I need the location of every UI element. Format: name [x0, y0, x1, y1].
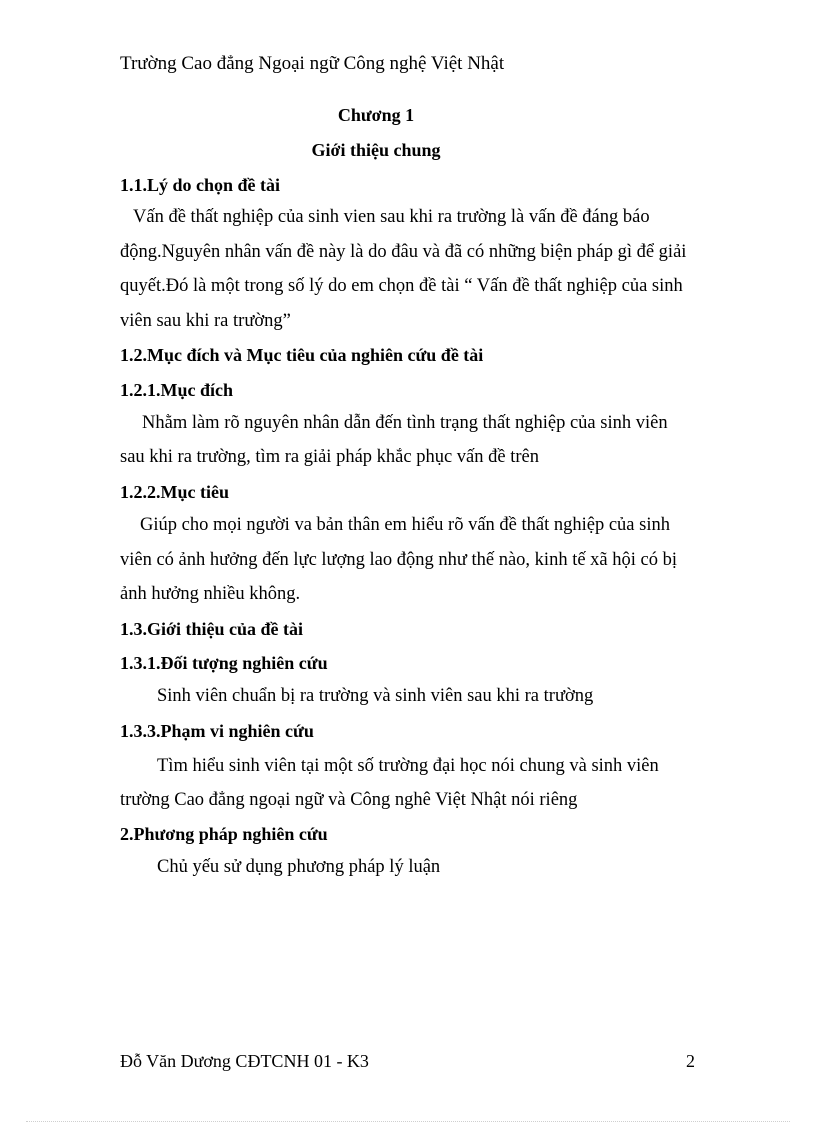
heading-1-2-1: 1.2.1.Mục đích	[120, 380, 234, 400]
heading-1-3-3: 1.3.3.Phạm vi nghiên cứu	[120, 721, 314, 741]
heading-1-1: 1.1.Lý do chọn đề tài	[120, 175, 281, 195]
paragraph-line: Tìm hiểu sinh viên tại một số trường đại học nói chung và sinh viên	[157, 756, 659, 776]
paragraph-line: quyết.Đó là một trong số lý do em chọn đề tài “ Vấn đề thất nghiệp của sinh	[120, 276, 683, 296]
page-number: 2	[686, 1051, 695, 1071]
heading-1-2-2: 1.2.2.Mục tiêu	[120, 482, 229, 502]
heading-1-3-1: 1.3.1.Đối tượng nghiên cứu	[120, 653, 328, 673]
paragraph-line: Nhằm làm rõ nguyên nhân dẫn đến tình trạng thất nghiệp của sinh viên	[142, 413, 668, 433]
paragraph-line: trường Cao đẳng ngoại ngữ và Công nghê Việt Nhật nói riêng	[120, 790, 578, 810]
paragraph-line: Vấn đề thất nghiệp của sinh vien sau khi ra trường là vấn đề đáng báo	[133, 207, 650, 227]
footer-author: Đỗ Văn Dương CĐTCNH 01 - K3	[120, 1051, 369, 1071]
page-header: Trường Cao đẳng Ngoại ngữ Công nghệ Việt Nhật	[120, 53, 505, 74]
heading-1-3: 1.3.Giới thiệu của đề tài	[120, 619, 303, 639]
heading-1-2: 1.2.Mục đích và Mục tiêu của nghiên cứu đề tài	[120, 345, 484, 365]
paragraph-line: Chủ yếu sử dụng phương pháp lý luận	[157, 857, 441, 877]
paragraph-line: sau khi ra trường, tìm ra giải pháp khắc phục vấn đề trên	[120, 447, 539, 467]
chapter-title: Giới thiệu chung	[311, 140, 441, 160]
chapter-number: Chương 1	[337, 105, 415, 125]
paragraph-line: ảnh hưởng nhiều không.	[120, 584, 301, 604]
paragraph-line: Sinh viên chuẩn bị ra trường và sinh viên sau khi ra trường	[157, 686, 594, 706]
heading-2: 2.Phương pháp nghiên cứu	[120, 824, 328, 844]
paragraph-line: viên sau khi ra trường”	[120, 311, 291, 331]
paragraph-line: động.Nguyên nhân vấn đề này là do đâu và đã có những biện pháp gì để giải	[120, 242, 687, 262]
page-bottom-divider	[26, 1121, 790, 1122]
paragraph-line: viên có ảnh hưởng đến lực lượng lao động như thế nào, kinh tế xã hội có bị	[120, 550, 678, 570]
paragraph-line: Giúp cho mọi người va bản thân em hiểu rõ vấn đề thất nghiệp của sinh	[140, 515, 670, 535]
